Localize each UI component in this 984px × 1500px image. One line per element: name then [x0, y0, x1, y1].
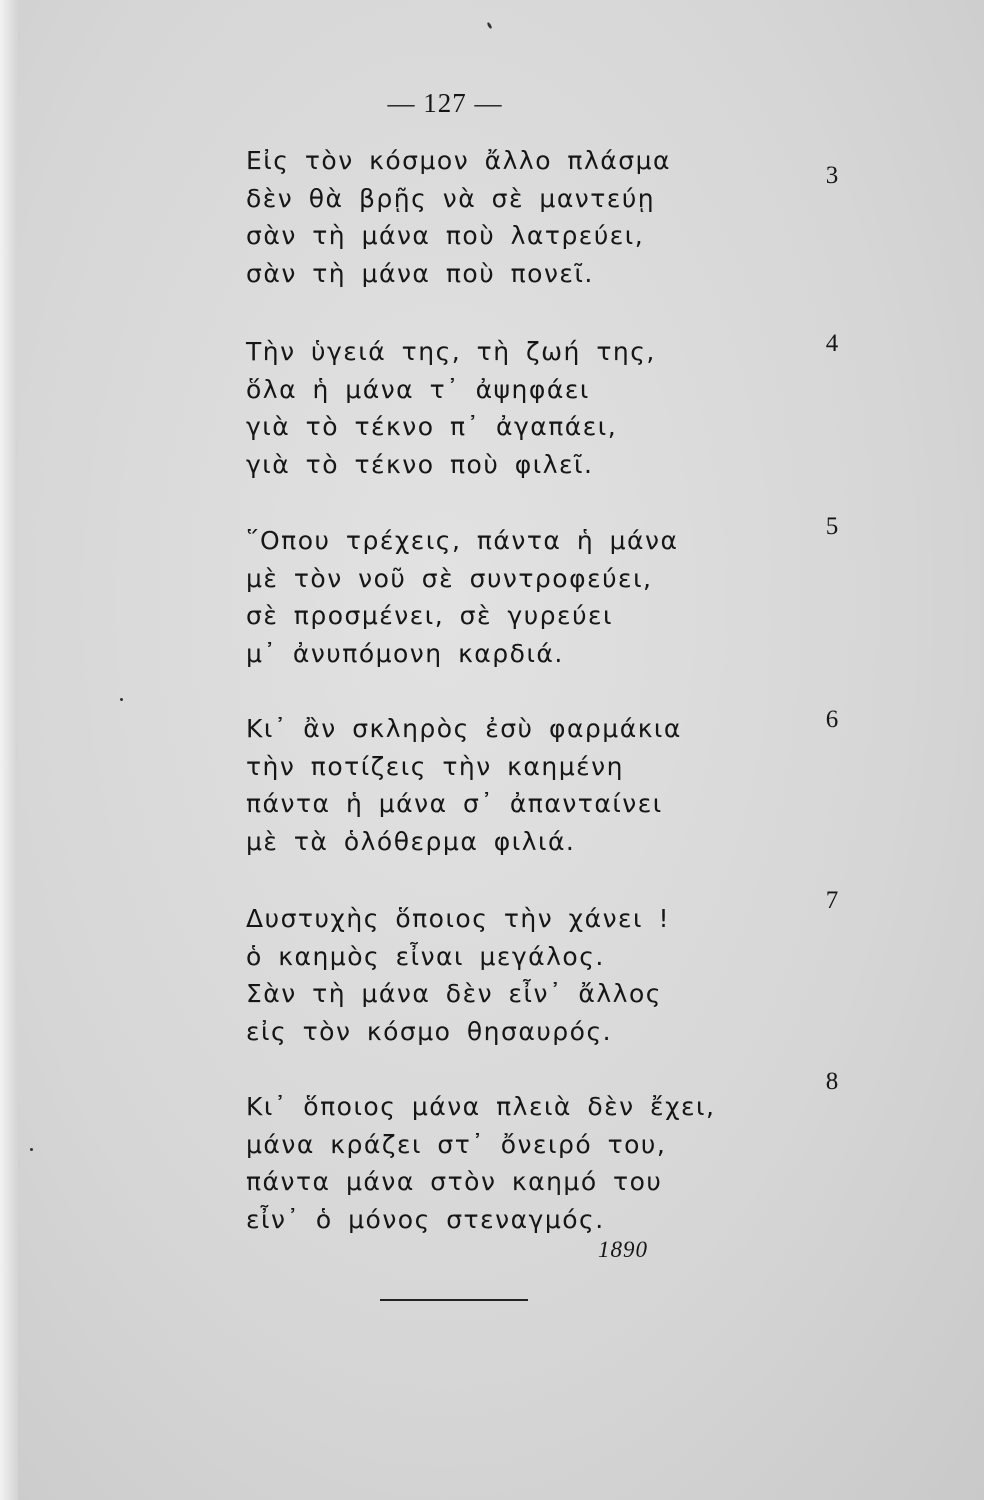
stanza-number: 7: [825, 887, 839, 914]
stanza-line: Σὰν τὴ μάνα δὲν εἶν᾿ ἄλλος: [246, 979, 662, 1008]
stanza-line: γιὰ τὸ τέκνο ποὺ φιλεῖ.: [246, 449, 594, 479]
stanza-line: πάντα ἡ μάνα σ᾿ ἀπανταίνει: [246, 789, 663, 818]
stanza-line: ῞Οπου τρέχεις, πάντα ἡ μάνα: [246, 526, 679, 555]
stanza-line: Εἰς τὸν κόσμον ἄλλο πλάσμα: [246, 146, 671, 175]
stanza-line: πάντα μάνα στὸν καημό του: [246, 1167, 663, 1196]
stanza-number: 5: [825, 513, 839, 540]
stanza-number: 8: [825, 1068, 839, 1095]
stanza-number: 4: [825, 330, 839, 357]
stanza-line: σὰν τὴ μάνα ποὺ λατρεύει,: [246, 221, 645, 250]
stanza-line: μὲ τὸν νοῦ σὲ συντροφεύει,: [246, 563, 653, 593]
stanza-line: ὁ καημὸς εἶναι μεγάλος.: [246, 941, 605, 971]
stanza-line: μάνα κράζει στ᾿ ὄνειρό του,: [246, 1129, 667, 1159]
stanza-4: [246, 333, 656, 483]
scan-speck: [30, 1148, 33, 1151]
page-binding-edge: [0, 0, 18, 1500]
stanza-line: Κι᾿ ὅποιος μάνα πλειὰ δὲν ἔχει,: [246, 1092, 716, 1121]
stanza-line: σὰν τὴ μάνα ποὺ πονεῖ.: [246, 258, 594, 288]
stanza-line: σὲ προσμένει, σὲ γυρεύει: [246, 601, 614, 630]
stanza-line: Κι᾿ ἂν σκληρὸς ἐσὺ φαρμάκια: [246, 714, 682, 743]
stanza-line: εἶν᾿ ὁ μόνος στεναγμός.: [246, 1204, 605, 1234]
stanza-number: 3: [825, 162, 839, 189]
stanza-3: [246, 142, 671, 292]
stanza-line: δὲν θὰ βρῇς νὰ σὲ μαντεύῃ: [246, 183, 656, 213]
stanza-7: [246, 900, 670, 1050]
stanza-line: ὅλα ἡ μάνα τ᾿ ἀψηφάει: [246, 374, 590, 404]
stanza-line: Τὴν ὑγειά της, τὴ ζωή της,: [246, 337, 656, 366]
stanza-8: [246, 1088, 715, 1238]
stanza-line: γιὰ τὸ τέκνο π᾿ ἀγαπάει,: [246, 412, 618, 441]
stanza-line: μ᾿ ἀνυπόμονη καρδιά.: [246, 638, 564, 668]
stanza-6: [246, 710, 682, 860]
page-number: — 127 —: [387, 88, 503, 118]
stanza-line: Δυστυχὴς ὅποιος τὴν χάνει !: [246, 904, 670, 933]
poem-date: 1890: [598, 1237, 648, 1262]
stanza-line: εἰς τὸν κόσμο θησαυρός.: [246, 1016, 613, 1046]
end-rule-divider: [380, 1299, 528, 1301]
stanza-number: 6: [825, 706, 839, 733]
stanza-line: τὴν ποτίζεις τὴν καημένη: [246, 751, 624, 781]
scan-speck: [120, 698, 123, 701]
stanza-line: μὲ τὰ ὁλόθερμα φιλιά.: [246, 826, 576, 856]
stanza-5: [246, 522, 678, 672]
scan-speck: [486, 22, 492, 30]
